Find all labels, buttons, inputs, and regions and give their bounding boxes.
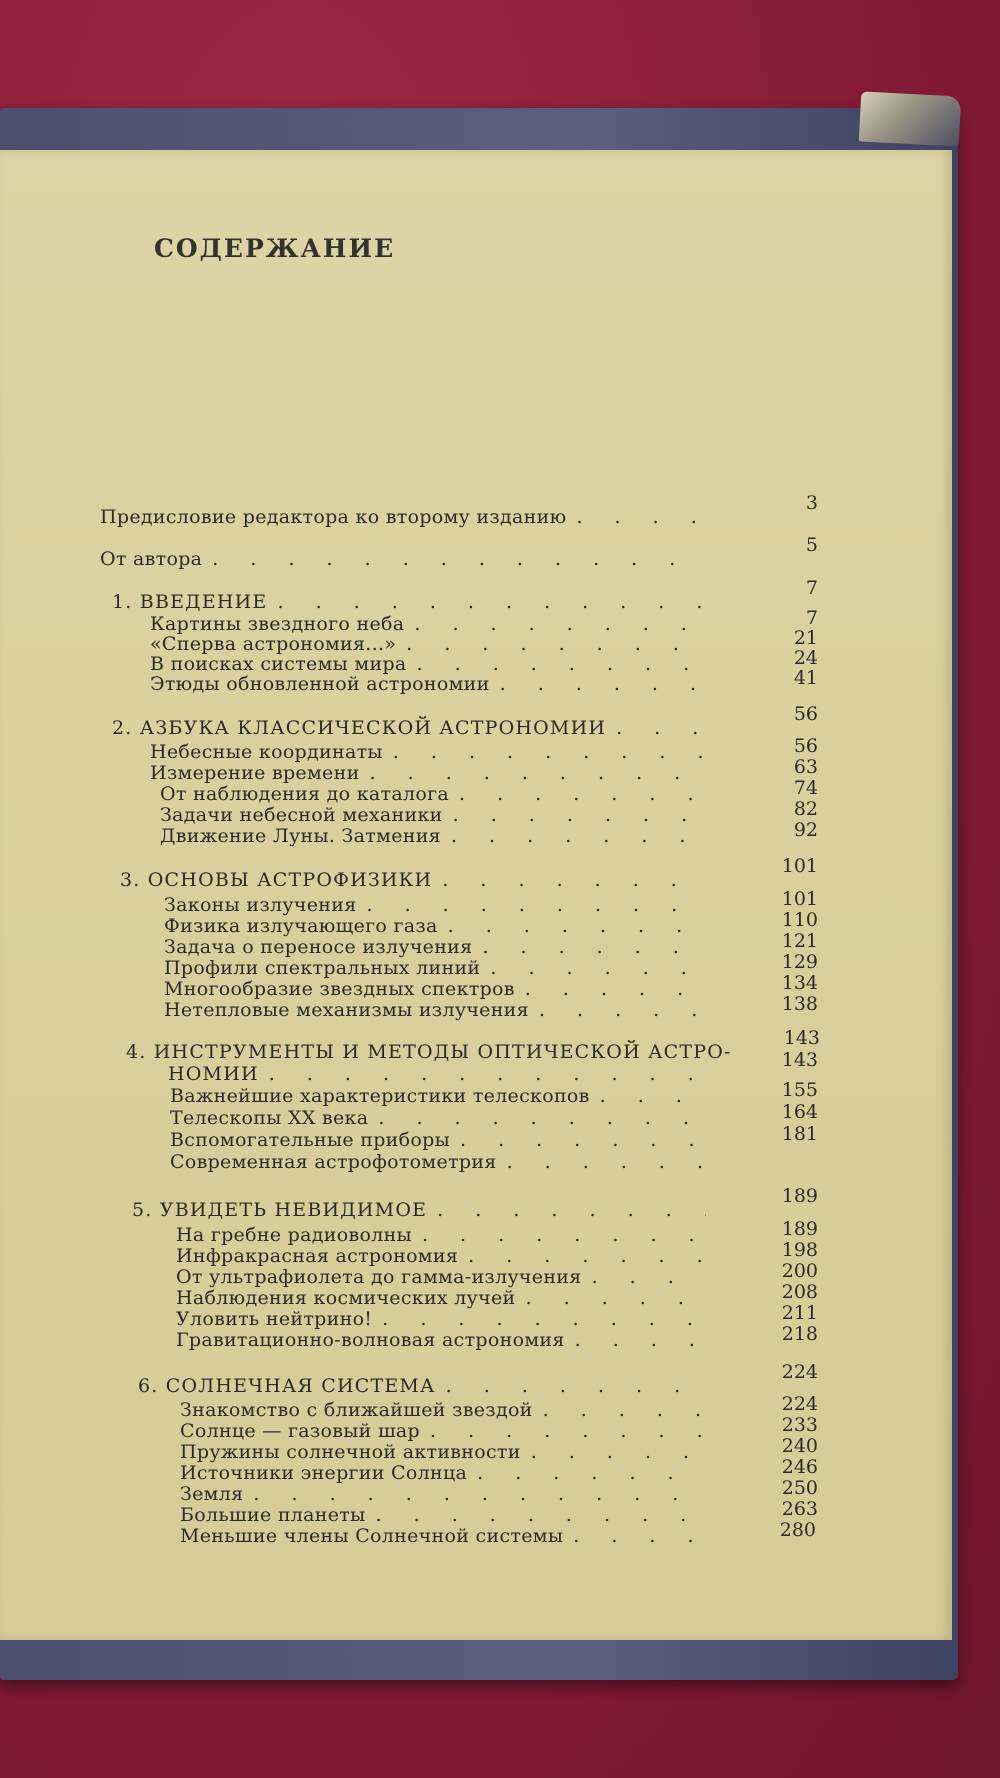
toc-leader-dots [442,868,706,892]
toc-entry [170,1123,818,1152]
toc-entry-page: 143 [783,1027,820,1049]
toc-entry-page: 233 [781,1414,818,1436]
toc-entry-page: 41 [793,667,818,689]
toc-leader-dots [500,672,706,696]
toc-entry-title: Законы излучения [164,894,357,916]
toc-entry-title: Движение Луны. Затмения [160,825,441,847]
toc-chapter-title: СОЛНЕЧНАЯ СИСТЕМА [165,1375,436,1397]
toc-leader-dots [451,824,706,848]
toc-entry-page: 134 [781,972,818,994]
toc-entry-page: 92 [793,819,818,841]
toc-entry-page: 74 [793,777,818,799]
toc-entry [180,1519,816,1548]
toc-entry-title: Пружины солнечной активности [180,1441,521,1463]
toc-entry [100,492,818,529]
toc-chapter [138,1361,818,1398]
toc-entry-title: Земля [180,1483,244,1505]
toc-entry-page: 121 [781,930,818,952]
toc-entry-title: Большие планеты [180,1504,366,1526]
toc-chapter-number: 6. [138,1375,159,1397]
toc-entry-page: 250 [781,1477,818,1499]
toc-entry-page: 263 [781,1498,818,1520]
toc-chapter [112,577,818,614]
toc-entry-title: От наблюдения до каталога [160,783,449,805]
toc-leader-dots [437,1198,706,1222]
toc-entry-title: Профили спектральных линий [164,957,481,979]
toc-entry-page: 143 [781,1049,818,1071]
toc-entry-page: 21 [793,627,818,649]
toc-chapter-title: АЗБУКА КЛАССИЧЕСКОЙ АСТРОНОМИИ [139,717,607,739]
toc-entry [150,667,818,696]
toc-leader-dots [507,1150,706,1174]
toc-chapter [120,855,818,892]
toc-chapter-number: 3. [120,869,141,891]
toc-entry-page: 3 [805,492,818,514]
toc-entry-page: 7 [805,607,818,629]
toc-entry-title: На гребне радиоволны [176,1224,412,1246]
toc-entry-title: Уловить нейтрино! [176,1308,373,1330]
toc-entry-page: 280 [779,1519,816,1541]
toc-entry-title: Современная астрофотометрия [170,1151,497,1173]
toc-entry-page: 208 [781,1281,818,1303]
toc-entry [170,1101,818,1130]
toc-entry-title: От автора [100,548,203,570]
toc-entry-title: Солнце — газовый шар [180,1420,421,1442]
toc-entry-page: 56 [793,735,818,757]
toc-entry-title: Задача о переносе излучения [164,936,473,958]
toc-leader-dots [446,1374,706,1398]
toc-entry-title: Многообразие звездных спектров [164,978,515,1000]
toc-chapter-title: УВИДЕТЬ НЕВИДИМОЕ [159,1199,428,1221]
toc-leader-dots [212,547,706,571]
toc-chapter-number: 1. [112,591,133,613]
toc-leader-dots [269,1062,706,1086]
toc-entry-title: В поисках системы мира [150,653,407,675]
toc-entry-page: 155 [781,1079,818,1101]
toc-entry [160,819,818,848]
toc-chapter-number: 5. [132,1199,153,1221]
toc-leader-dots [575,1328,706,1352]
toc-chapter-title: НОМИИ [168,1063,259,1085]
toc-leader-dots [600,1084,706,1108]
toc-entry-page: 246 [781,1456,818,1478]
toc-chapter-number: 4. [126,1041,147,1063]
toc-entry-page: 218 [781,1323,818,1345]
toc-entry-title: Предисловие редактора ко второму изданию [100,506,567,528]
toc-entry-page: 224 [781,1393,818,1415]
toc-entry-title: Измерение времени [150,762,360,784]
toc-list [0,150,952,1640]
toc-chapter [132,1185,818,1222]
toc-leader-dots [573,1524,726,1548]
toc-entry-page: 82 [793,798,818,820]
toc-leader-dots [576,505,706,529]
toc-entry-page: 200 [781,1260,818,1282]
toc-entry-page: 138 [781,993,818,1015]
toc-entry-page: 63 [793,756,818,778]
toc-leader-dots [278,590,706,614]
toc-entry-page: 189 [781,1185,818,1207]
toc-leader-dots [460,1128,706,1152]
toc-entry-title: Задачи небесной механики [160,804,443,826]
toc-entry-page: 181 [781,1123,818,1145]
toc-leader-dots [378,1106,706,1130]
toc-chapter [126,1027,820,1064]
toc-entry [170,1079,818,1108]
toc-entry-page: 5 [805,534,818,556]
toc-entry-page: 211 [781,1302,818,1324]
toc-chapter-title: ВВЕДЕНИЕ [139,591,268,613]
toc-entry-title: Вспомогательные приборы [170,1129,450,1151]
toc-entry-title: Гравитационно-волновая астрономия [176,1329,565,1351]
toc-entry-page: 101 [781,888,818,910]
cover-corner-wear [859,91,961,146]
toc-entry-page: 240 [781,1435,818,1457]
toc-entry-title: От ультрафиолета до гамма-излучения [176,1266,582,1288]
toc-entry-title: Знакомство с ближайшей звездой [180,1399,533,1421]
toc-entry-page: 224 [781,1361,818,1383]
toc-entry-page: 198 [781,1239,818,1261]
toc-entry-page: 164 [781,1101,818,1123]
toc-entry-page: 7 [805,577,818,599]
toc-entry [176,1323,818,1352]
toc-entry-page: 189 [781,1218,818,1240]
toc-entry-title: Этюды обновленной астрономии [150,673,490,695]
toc-chapter-title: ИНСТРУМЕНТЫ И МЕТОДЫ ОПТИЧЕСКОЙ АСТРО- [153,1041,732,1063]
toc-chapter-title: ОСНОВЫ АСТРОФИЗИКИ [147,869,433,891]
toc-entry-page: 110 [781,909,818,931]
toc-entry [164,993,818,1022]
toc-leader-dots [539,998,706,1022]
toc-entry-title: «Сперва астрономия...» [150,633,397,655]
toc-entry-title: Картины звездного неба [150,613,405,635]
toc-entry-title: Наблюдения космических лучей [176,1287,516,1309]
toc-entry-title: Меньшие члены Солнечной системы [180,1525,564,1547]
toc-entry-title: Инфракрасная астрономия [176,1245,459,1267]
toc-entry-title: Важнейшие характеристики телескопов [170,1085,590,1107]
toc-entry-page: 56 [793,703,818,725]
toc-heading: СОДЕРЖАНИЕ [154,234,396,263]
book-page [0,150,952,1640]
toc-entry-title: Нетепловые механизмы излучения [164,999,529,1021]
toc-entry [170,1150,710,1174]
toc-entry [100,534,818,571]
toc-leader-dots [616,716,706,740]
toc-entry-title: Телескопы XX века [170,1107,369,1129]
toc-entry-page: 101 [781,855,818,877]
toc-chapter [112,703,818,740]
toc-entry-title: Небесные координаты [150,741,383,763]
toc-entry-page: 129 [781,951,818,973]
toc-chapter-number: 2. [112,717,133,739]
toc-entry-title: Физика излучающего газа [164,915,438,937]
toc-entry-page: 24 [793,647,818,669]
toc-entry-title: Источники энергии Солнца [180,1462,468,1484]
